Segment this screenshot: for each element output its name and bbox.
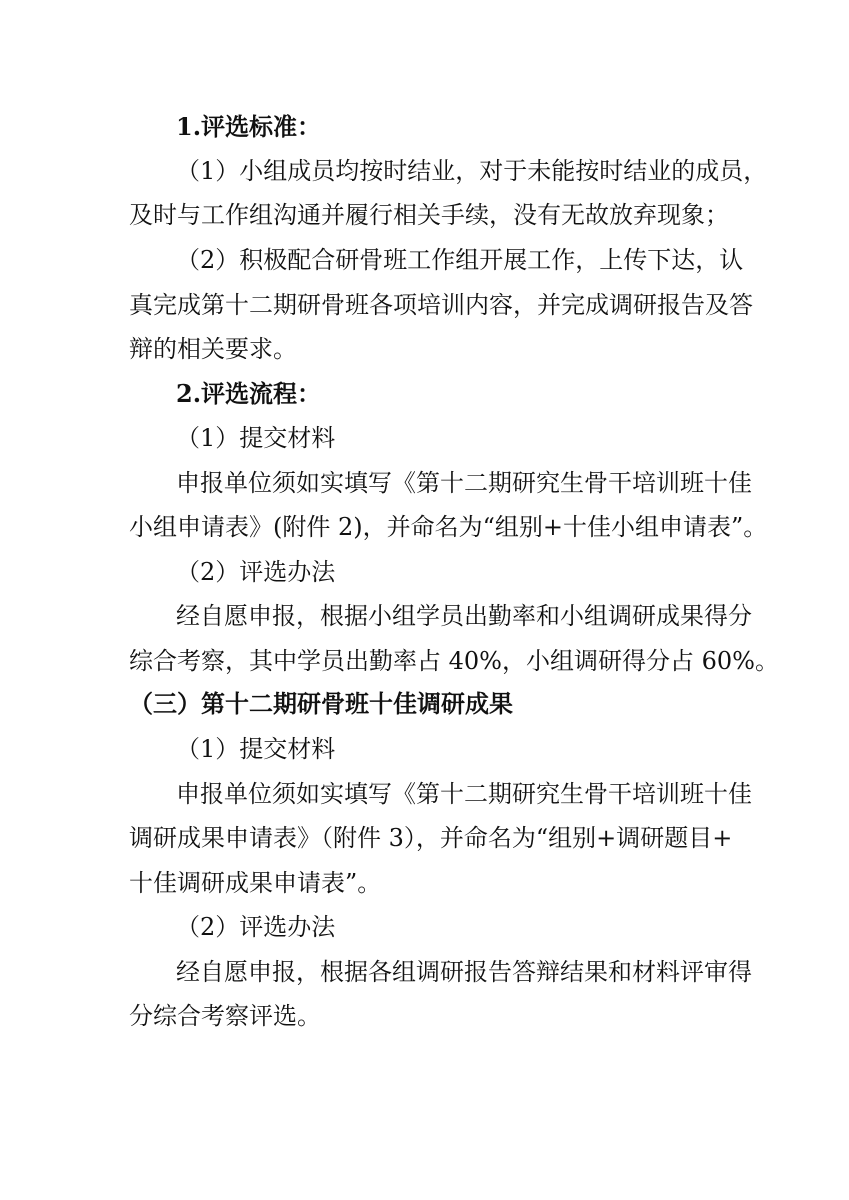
paragraph-line: 小组申请表》(附件 2)，并命名为“组别+十佳小组申请表”。 [129,513,768,541]
paragraph-line: （1）小组成员均按时结业，对于未能按时结业的成员， [176,157,768,185]
paragraph-line: 综合考察，其中学员出勤率占 40%，小组调研得分占 60%。 [129,647,779,675]
paragraph-line: 分综合考察评选。 [129,1002,321,1030]
subheading-method: （2）评选办法 [176,558,336,586]
criteria-heading: 1.评选标准： [176,112,322,141]
paragraph-line: 申报单位须如实填写《第十二期研究生骨干培训班十佳 [176,780,752,808]
paragraph-line: （2）积极配合研骨班工作组开展工作，上传下达，认 [176,246,744,274]
paragraph-line: 经自愿申报，根据各组调研报告答辩结果和材料评审得 [176,958,752,986]
paragraph-line: 经自愿申报，根据小组学员出勤率和小组调研成果得分 [176,602,752,630]
paragraph-line: 真完成第十二期研骨班各项培训内容，并完成调研报告及答 [129,291,753,319]
paragraph-line: 辩的相关要求。 [129,335,297,363]
paragraph-line: 及时与工作组沟通并履行相关手续，没有无故放弃现象； [129,201,729,229]
subheading-submit: （1）提交材料 [176,735,336,763]
subheading-submit: （1）提交材料 [176,424,336,452]
process-heading: 2.评选流程： [176,379,322,408]
subheading-method: （2）评选办法 [176,913,336,941]
section-heading: （三）第十二期研骨班十佳调研成果 [129,689,513,718]
paragraph-line: 调研成果申请表》（附件 3），并命名为“组别+调研题目+ [129,824,733,852]
paragraph-line: 申报单位须如实填写《第十二期研究生骨干培训班十佳 [176,469,752,497]
paragraph-line: 十佳调研成果申请表”。 [129,869,382,897]
